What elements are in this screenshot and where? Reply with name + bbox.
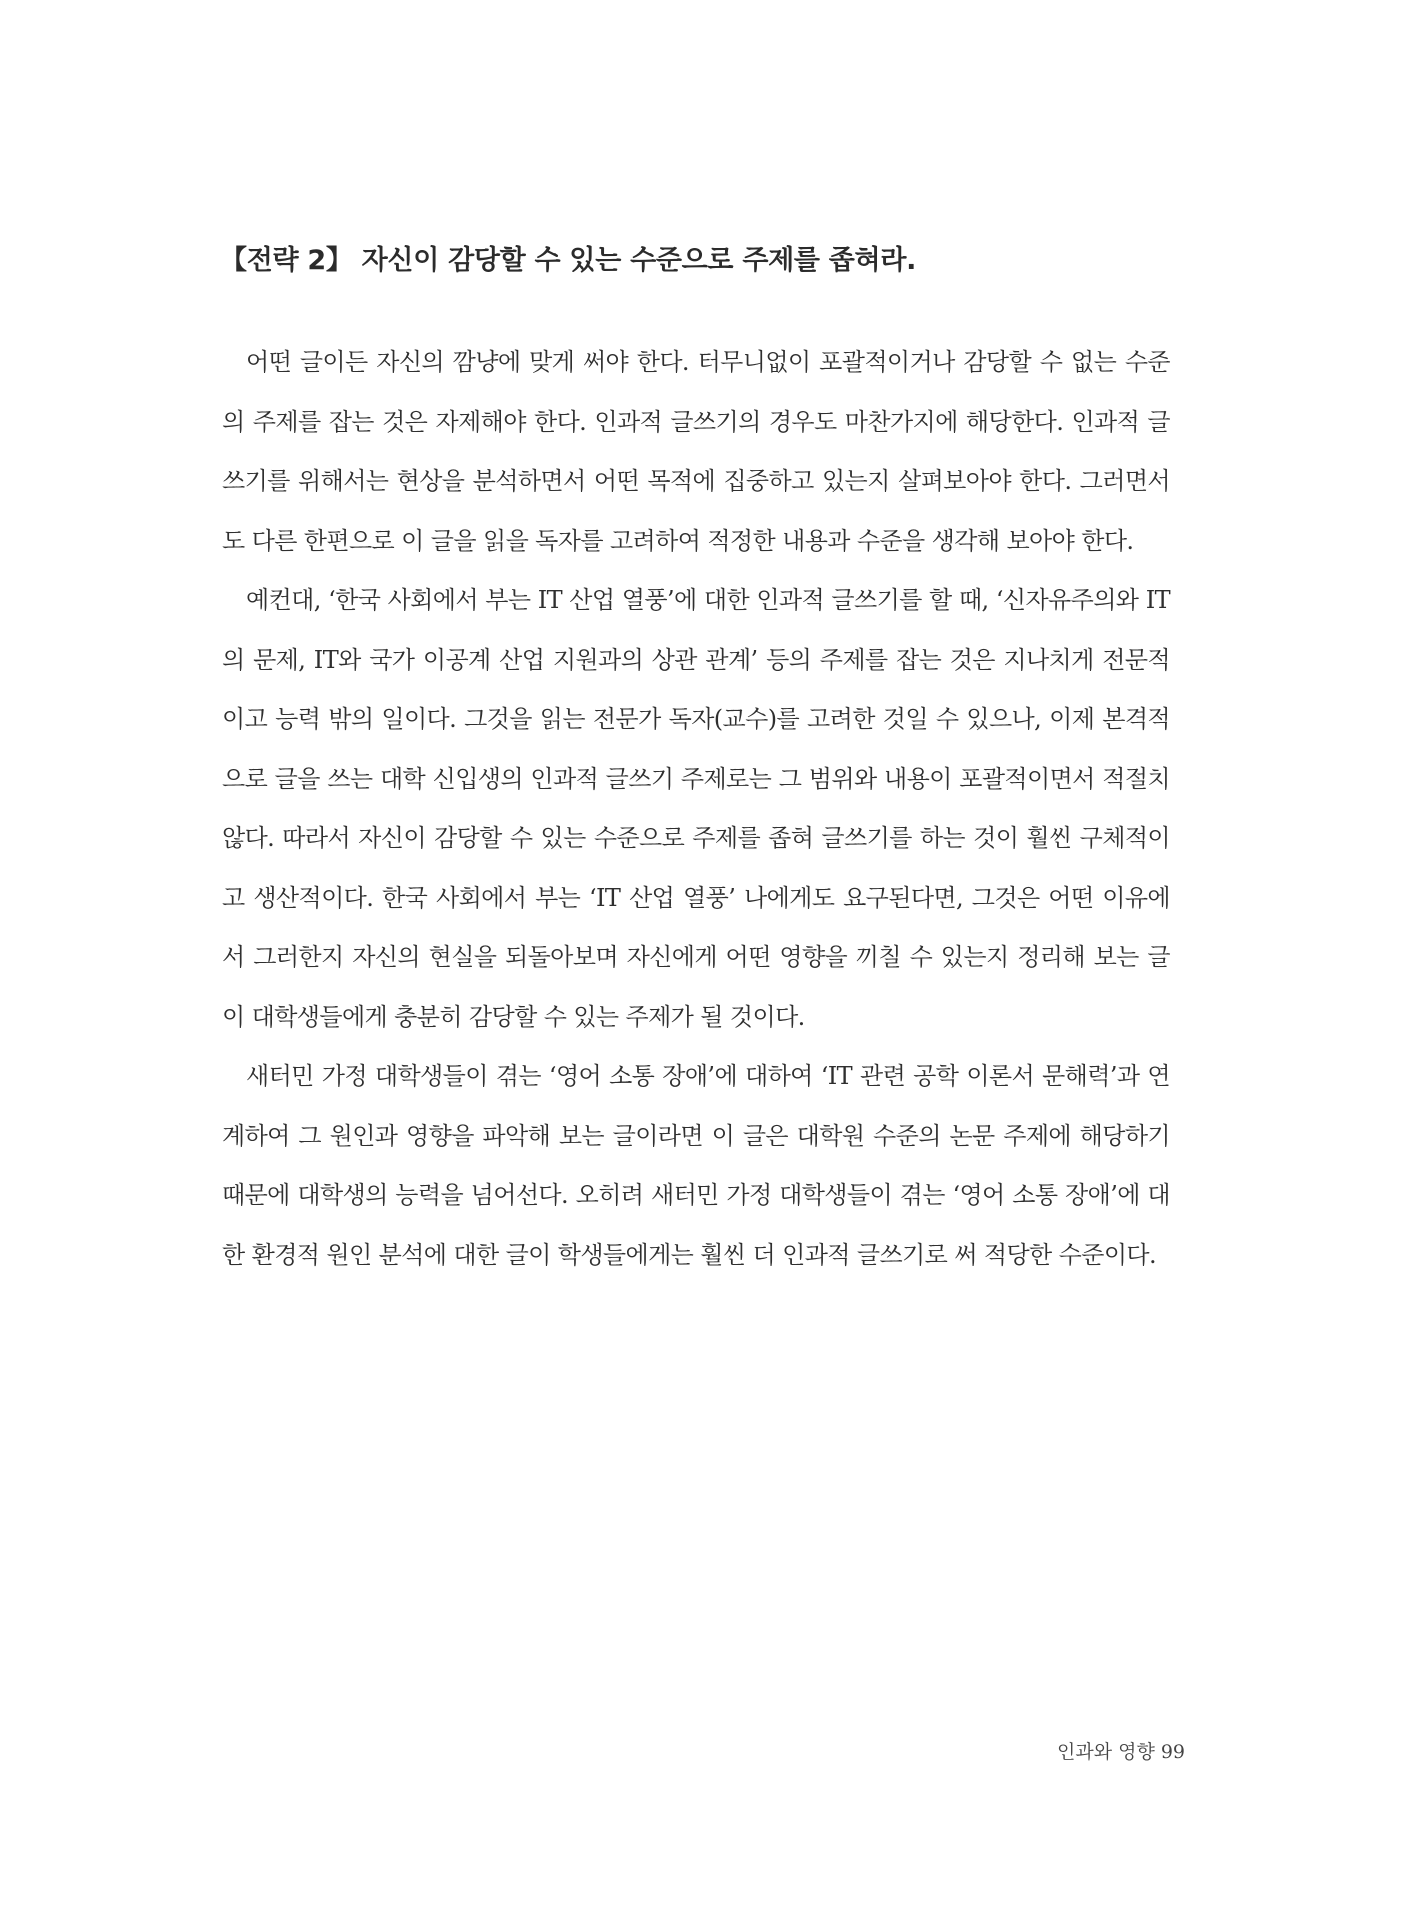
paragraph-1: 어떤 글이든 자신의 깜냥에 맞게 써야 한다. 터무니없이 포괄적이거나 감당할 수 없는 수준의 주제를 잡는 것은 자제해야 한다. 인과적 글쓰기의 경우도 마찬가지에 해당한다. 인과적 글쓰기를 위해서는 현상을 분석하면서 어떤 목적에 집중하고 있는지 살펴보아야 한다. 그러면서도 다른 한편으로 이 글을 읽을 독자를 고려하여 적정한 내용과 수준을 생각해 보아야 한다. bbox=[222, 348, 1170, 555]
page-footer bbox=[1057, 1737, 1185, 1764]
paragraph-3: 새터민 가정 대학생들이 겪는 ‘영어 소통 장애’에 대하여 ‘IT 관련 공학 이론서 문해력’과 연계하여 그 원인과 영향을 파악해 보는 글이라면 이 글은 대학원 수준의 논문 주제에 해당하기 때문에 대학생의 능력을 넘어선다. 오히려 새터민 가정 대학생들이 겪는 ‘영어 소통 장애’에 대한 환경적 원인 분석에 대한 글이 학생들에게는 훨씬 더 인과적 글쓰기로 써 적당한 수준이다. bbox=[222, 1062, 1170, 1269]
paragraph-2: 예컨대, ‘한국 사회에서 부는 IT 산업 열풍’에 대한 인과적 글쓰기를 할 때, ‘신자유주의와 IT의 문제, IT와 국가 이공계 산업 지원과의 상관 관계’ 등의 주제를 잡는 것은 지나치게 전문적이고 능력 밖의 일이다. 그것을 읽는 전문가 독자(교수)를 고려한 것일 수 있으나, 이제 본격적으로 글을 쓰는 대학 신입생의 인과적 글쓰기 주제로는 그 범위와 내용이 포괄적이면서 적절치 않다. 따라서 자신이 감당할 수 있는 수준으로 주제를 좁혀 글쓰기를 하는 것이 훨씬 구체적이고 생산적이다. 한국 사회에서 부는 ‘IT 산업 열풍’ 나에게도 요구된다면, 그것은 어떤 이유에서 그러한지 자신의 현실을 되돌아보며 자신에게 어떤 영향을 끼칠 수 있는지 정리해 보는 글이 대학생들에게 충분히 감당할 수 있는 주제가 될 것이다. bbox=[222, 586, 1170, 1031]
section-heading: 【전략 2】 자신이 감당할 수 있는 수준으로 주제를 좁혀라. bbox=[220, 245, 917, 276]
running-title: 인과와 영향 bbox=[1057, 1741, 1155, 1763]
page-number: 99 bbox=[1160, 1741, 1185, 1763]
body-text bbox=[222, 333, 1170, 1285]
